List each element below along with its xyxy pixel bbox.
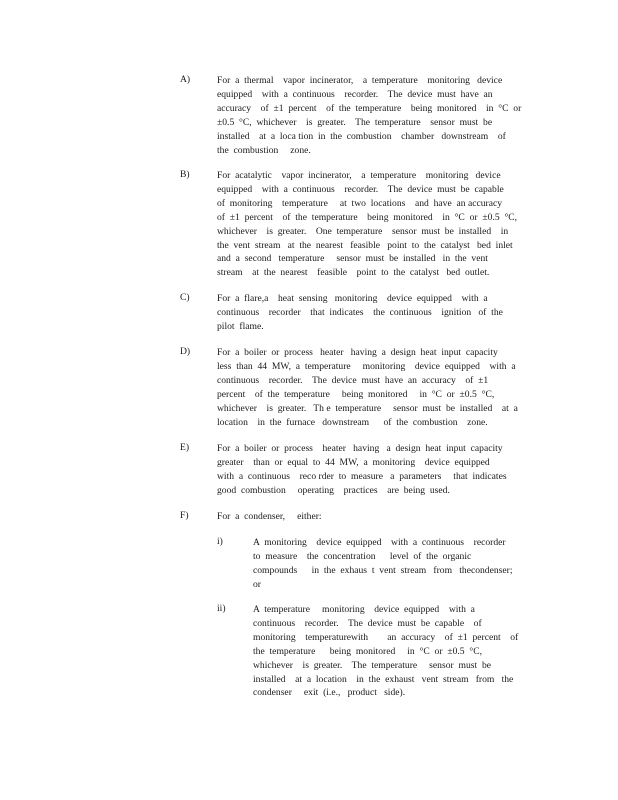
text-line: and a second temperature sensor must be installed in the vent (217, 253, 488, 265)
text-line: For a flare,a heat sensing monitoring device equipped with a (217, 293, 488, 304)
text-line: or (253, 578, 261, 590)
text-line: the combustion zone. (217, 144, 311, 156)
text-line: equipped with a continuous recorder. The device must be capable (217, 183, 504, 195)
text-line: percent of the temperature being monitored in °C or ±0.5 °C, (217, 388, 495, 400)
text-line: A monitoring device equipped with a continuous recorder (253, 537, 506, 548)
text-line: good combustion operating practices are being used. (217, 484, 450, 496)
text-line: pilot flame. (217, 320, 264, 332)
item-text (217, 442, 547, 498)
item-text (217, 292, 547, 334)
text-line: monitoring temperaturewith an accuracy of ±1 percent of (253, 631, 519, 643)
text-line: continuous recorder. The device must be capable of (253, 617, 482, 629)
sub-item-letter: ii) (217, 603, 226, 614)
text-line: of ±1 percent of the temperature being monitored in °C or ±0.5 °C, (217, 211, 518, 223)
text-line: whichever is greater. Th e temperature sensor must be installed at a (217, 402, 518, 414)
sub-item-text (253, 603, 543, 700)
text-line: installed at a location in the exhaust vent stream from the (253, 673, 514, 685)
item-text (217, 346, 547, 429)
item-letter: B) (180, 169, 190, 180)
item-letter: E) (180, 442, 190, 453)
text-line: condenser exit (i.e., product side). (253, 687, 406, 699)
text-line: location in the furnace downstream of the combustion zone. (217, 416, 488, 428)
sub-item-letter: i) (217, 536, 223, 547)
text-line: whichever is greater. The temperature sensor must be (253, 659, 491, 671)
item-letter: C) (180, 292, 190, 303)
item-text (217, 169, 547, 280)
text-line: to measure the concentration level of the organic (253, 550, 472, 562)
text-line: continuous recorder. The device must have an accuracy of ±1 (217, 374, 489, 386)
text-line: compounds in the exhaus t vent stream from thecondenser; (253, 564, 513, 576)
item-text (217, 510, 547, 524)
text-line: A temperature monitoring device equipped with a (253, 604, 475, 615)
text-line: For a condenser, either: (217, 511, 322, 522)
item-letter: D) (180, 346, 191, 357)
text-line: installed at a loca tion in the combustion chamber downstream of (217, 130, 506, 142)
text-line: with a continuous reco rder to measure a parameters that indicates (217, 470, 507, 482)
text-line: accuracy of ±1 percent of the temperature being monitored in °C or (217, 102, 522, 114)
text-line: ±0.5 °C, whichever is greater. The temperature sensor must be (217, 116, 493, 128)
text-line: For a boiler or process heater having a design heat input capacity (217, 347, 498, 358)
text-line: whichever is greater. One temperature sensor must be installed in (217, 225, 509, 237)
item-letter: F) (180, 510, 189, 521)
text-line: continuous recorder that indicates the continuous ignition of the (217, 306, 503, 318)
text-line: the vent stream at the nearest feasible point to the catalyst bed inlet (217, 239, 513, 251)
text-line: greater than or equal to 44 MW, a monitoring device equipped (217, 456, 490, 468)
sub-item-text (253, 536, 543, 592)
text-line: equipped with a continuous recorder. The device must have an (217, 88, 493, 100)
text-line: stream at the nearest feasible point to the catalyst bed outlet. (217, 267, 490, 279)
text-line: of monitoring temperature at two locations and have an accuracy (217, 197, 503, 209)
text-line: For a boiler or process heater having a design heat input capacity (217, 443, 503, 454)
text-line: less than 44 MW, a temperature monitoring device equipped with a (217, 360, 516, 372)
text-line: the temperature being monitored in °C or ±0.5 °C, (253, 645, 483, 657)
text-line: For a thermal vapor incinerator, a temperature monitoring device (217, 75, 503, 86)
item-letter: A) (180, 74, 191, 85)
text-line: For acatalytic vapor incinerator, a temperature monitoring device (217, 170, 501, 181)
item-text (217, 74, 547, 157)
